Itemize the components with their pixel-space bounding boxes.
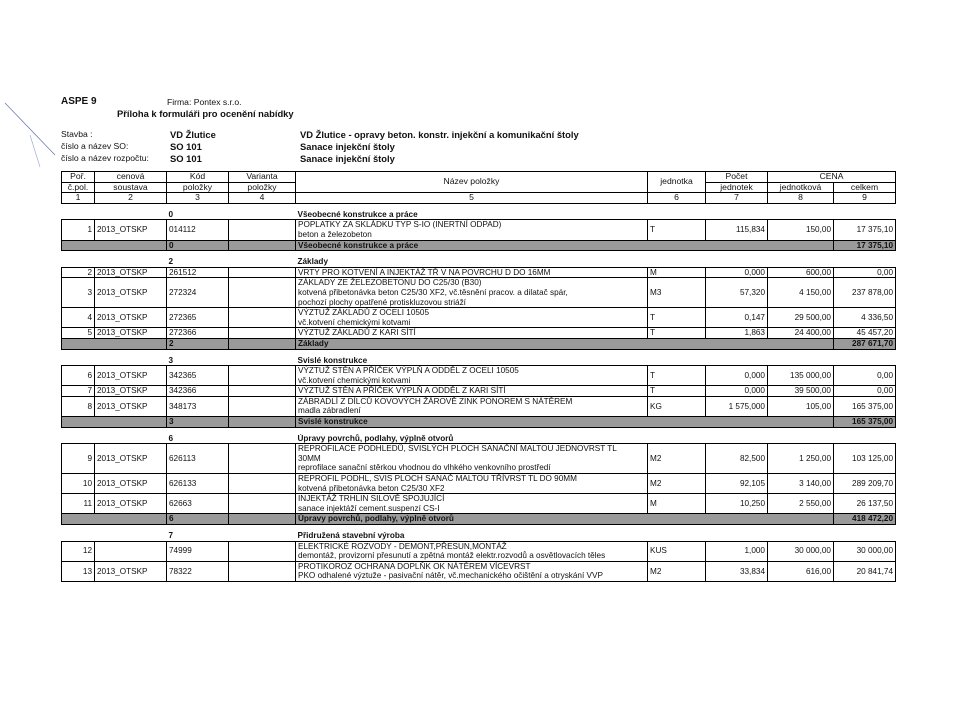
col-por-1: Poř. (62, 172, 95, 183)
firm-name: Firma: Pontex s.r.o. (167, 97, 242, 107)
table-row (62, 444, 896, 474)
col-number: 5 (296, 193, 648, 204)
item-description (296, 366, 648, 386)
item-unit-price: 39 500,00 (768, 386, 834, 397)
item-unit-price: 3 140,00 (768, 474, 834, 494)
section-sum-row (62, 417, 896, 428)
item-description-line: REPROFILACE PODHLEDŮ, SVISLÝCH PLOCH SANAČNÍ MALTOU JEDNOVRST TL (298, 444, 617, 454)
item-total: 165 375,00 (834, 396, 896, 416)
empty-cell (62, 417, 167, 428)
item-unit: T (648, 328, 706, 339)
section-title: Všeobecné konstrukce a práce (297, 209, 418, 219)
item-description-line: REPROFIL PODHL, SVIS PLOCH SANAČ MALTOU TŘÍVRST TL DO 90MM (298, 474, 577, 484)
item-description-line: vč.kotvení chemickými kotvami (298, 317, 411, 327)
item-description-line: ELEKTRICKÉ ROZVODY - DEMONT,PŘESUN,MONTÁŽ (298, 541, 507, 551)
code-rozpocet: SO 101 (170, 153, 202, 164)
table-row (62, 474, 896, 494)
item-quantity: 57,320 (706, 278, 768, 308)
item-quantity: 0,000 (706, 366, 768, 386)
item-description-line: sanace injektáží cement.suspenzí CS-I (298, 503, 440, 513)
page-subtitle: Příloha k formuláři pro ocenění nabídky (117, 108, 294, 119)
item-number: 8 (62, 396, 95, 416)
item-description-line: pochozí plochy opatřené protiskluzovou striáží (298, 297, 466, 307)
item-description (296, 494, 648, 514)
section-sum-row (62, 338, 896, 349)
item-number: 6 (62, 366, 95, 386)
scan-artifact-line (0, 95, 70, 175)
empty-cell (229, 210, 296, 220)
item-description-line: ZÁKLADY ZE ŽELEZOBETONU DO C25/30 (B30) (298, 278, 482, 288)
item-description (296, 308, 648, 328)
item-unit-price: 105,00 (768, 396, 834, 416)
section-code: 2 (168, 257, 174, 267)
empty-cell (62, 356, 167, 366)
item-unit: M2 (648, 444, 706, 474)
item-unit: T (648, 386, 706, 397)
section-sum-row (62, 240, 896, 251)
item-number: 9 (62, 444, 95, 474)
item-description-line: kotvená přibetonávka beton C25/30 XF2, vč.těsnění pracov. a dilatač spár, (298, 287, 568, 297)
item-variant (229, 541, 296, 561)
item-variant (229, 308, 296, 328)
table-row (62, 328, 896, 339)
item-unit-price: 2 550,00 (768, 494, 834, 514)
item-number: 10 (62, 474, 95, 494)
item-description-line: VRTY PRO KOTVENÍ A INJEKTÁŽ TŘ V NA POVRCHU D DO 16MM (298, 267, 551, 277)
section-title: Svislé konstrukce (297, 355, 368, 365)
item-variant (229, 396, 296, 416)
table-row (62, 308, 896, 328)
item-total: 0,00 (834, 267, 896, 278)
name-rozpocet: Sanace injekční štoly (300, 153, 395, 164)
item-quantity: 0,000 (706, 267, 768, 278)
item-description-line: 30MM (298, 453, 321, 463)
empty-cell (62, 257, 167, 267)
section-sum-code: 6 (167, 514, 229, 525)
col-nazev: Název položky (296, 172, 648, 193)
item-description (296, 396, 648, 416)
item-price-system: 2013_OTSKP (95, 561, 167, 581)
item-quantity: 1 575,000 (706, 396, 768, 416)
item-number: 13 (62, 561, 95, 581)
section-code: 7 (168, 531, 174, 540)
item-description (296, 474, 648, 494)
item-quantity: 0,000 (706, 386, 768, 397)
budget-table (61, 171, 896, 582)
col-cenova-1: cenová (95, 172, 167, 183)
table-row (62, 494, 896, 514)
item-unit-price: 600,00 (768, 267, 834, 278)
empty-cell (62, 434, 167, 444)
item-unit-price: 616,00 (768, 561, 834, 581)
item-price-system: 2013_OTSKP (95, 444, 167, 474)
table-row (62, 396, 896, 416)
section-sum-title: Základy (296, 338, 834, 349)
item-variant (229, 494, 296, 514)
col-number: 7 (706, 193, 768, 204)
item-quantity: 1,863 (706, 328, 768, 339)
section-sum-title: Úpravy povrchů, podlahy, výplně otvorů (296, 514, 834, 525)
item-number: 12 (62, 541, 95, 561)
item-variant (229, 561, 296, 581)
section-code: 3 (168, 355, 174, 365)
item-quantity: 92,105 (706, 474, 768, 494)
col-number: 1 (62, 193, 95, 204)
item-description (296, 541, 648, 561)
item-description-line: beton a železobeton (298, 229, 372, 239)
item-price-system: 2013_OTSKP (95, 328, 167, 339)
item-number: 7 (62, 386, 95, 397)
col-varianta-2: položky (229, 182, 296, 193)
item-quantity: 10,250 (706, 494, 768, 514)
item-code: 62663 (167, 494, 229, 514)
item-price-system: 2013_OTSKP (95, 308, 167, 328)
item-code: 348173 (167, 396, 229, 416)
item-price-system: 2013_OTSKP (95, 220, 167, 240)
col-number: 6 (648, 193, 706, 204)
label-stavba: Stavba : (61, 129, 93, 139)
item-quantity: 1,000 (706, 541, 768, 561)
item-unit: T (648, 366, 706, 386)
item-unit-price: 150,00 (768, 220, 834, 240)
item-description-line: madla zábradlení (298, 406, 361, 416)
section-sum-title: Svislé konstrukce (296, 417, 834, 428)
col-number: 9 (834, 193, 896, 204)
section-header-row (62, 531, 896, 541)
item-unit-price: 29 500,00 (768, 308, 834, 328)
item-number: 1 (62, 220, 95, 240)
item-price-system: 2013_OTSKP (95, 474, 167, 494)
item-unit-price: 135 000,00 (768, 366, 834, 386)
column-number-row (62, 193, 896, 204)
col-cena: CENA (768, 172, 896, 183)
item-total: 45 457,20 (834, 328, 896, 339)
col-cenova-2: soustava (95, 182, 167, 193)
empty-cell (229, 531, 296, 541)
table-row (62, 561, 896, 581)
item-code: 74999 (167, 541, 229, 561)
section-title: Přidružená stavební výroba (297, 531, 405, 540)
app-title: ASPE 9 (61, 96, 97, 107)
section-title: Úpravy povrchů, podlahy, výplně otvorů (297, 433, 454, 443)
item-unit: M2 (648, 561, 706, 581)
item-description-line: PROTIKOROZ OCHRANA DOPLŇK OK NÁTĚREM VÍCEVRST (298, 561, 531, 571)
item-description (296, 278, 648, 308)
item-code: 626133 (167, 474, 229, 494)
item-total: 4 336,50 (834, 308, 896, 328)
col-pocet-1: Počet (706, 172, 768, 183)
item-description-line: vč.kotvení chemickými kotvami (298, 375, 411, 385)
item-description-line: VÝZTUŽ ZÁKLADŮ Z OCELI 10505 (298, 308, 430, 318)
col-varianta-1: Varianta (229, 172, 296, 183)
item-price-system: 2013_OTSKP (95, 386, 167, 397)
section-sum-code: 2 (167, 338, 229, 349)
item-code: 272324 (167, 278, 229, 308)
table-body (62, 203, 896, 581)
item-unit: M3 (648, 278, 706, 308)
item-description (296, 444, 648, 474)
empty-cell (229, 434, 296, 444)
item-code: 272365 (167, 308, 229, 328)
empty-cell (229, 356, 296, 366)
section-sum-total: 287 671,70 (834, 338, 896, 349)
col-number: 8 (768, 193, 834, 204)
item-price-system: 2013_OTSKP (95, 396, 167, 416)
col-jednotkova: jednotková (768, 182, 834, 193)
item-variant (229, 328, 296, 339)
section-sum-code: 0 (167, 240, 229, 251)
item-variant (229, 278, 296, 308)
header-row-1 (62, 172, 896, 183)
section-header-row (62, 434, 896, 444)
item-quantity: 115,834 (706, 220, 768, 240)
table-row (62, 278, 896, 308)
table-row (62, 366, 896, 386)
item-unit: T (648, 308, 706, 328)
item-description-line: ZÁBRADLÍ Z DÍLCŮ KOVOVÝCH ŽÁROVĚ ZINK PONOREM S NÁTĚREM (298, 396, 573, 406)
item-code: 014112 (167, 220, 229, 240)
item-total: 0,00 (834, 366, 896, 386)
item-unit: T (648, 220, 706, 240)
section-sum-title: Všeobecné konstrukce a práce (296, 240, 834, 251)
col-number: 2 (95, 193, 167, 204)
empty-cell (62, 240, 167, 251)
section-sum-code: 3 (167, 417, 229, 428)
item-number: 3 (62, 278, 95, 308)
empty-cell (62, 531, 167, 541)
item-description-line: POPLATKY ZA SKLÁDKU TYP S-IO (INERTNÍ ODPAD) (298, 220, 502, 230)
col-kod-2: položky (167, 182, 229, 193)
item-price-system: 2013_OTSKP (95, 494, 167, 514)
item-total: 103 125,00 (834, 444, 896, 474)
item-description (296, 328, 648, 339)
item-code: 342365 (167, 366, 229, 386)
item-unit-price: 1 250,00 (768, 444, 834, 474)
col-pocet-2: jednotek (706, 182, 768, 193)
item-description (296, 267, 648, 278)
item-unit-price: 30 000,00 (768, 541, 834, 561)
item-price-system: 2013_OTSKP (95, 267, 167, 278)
section-sum-row (62, 514, 896, 525)
item-total: 26 137,50 (834, 494, 896, 514)
section-sum-total: 418 472,20 (834, 514, 896, 525)
col-jednotka: jednotka (648, 172, 706, 193)
item-unit: M (648, 267, 706, 278)
item-variant (229, 474, 296, 494)
name-stavba: VD Žlutice - opravy beton. konstr. injekční a komunikační štoly (300, 129, 579, 140)
item-price-system (95, 541, 167, 561)
table-row (62, 541, 896, 561)
empty-cell (229, 417, 296, 428)
item-number: 5 (62, 328, 95, 339)
item-unit: M (648, 494, 706, 514)
section-sum-total: 17 375,10 (834, 240, 896, 251)
empty-cell (229, 338, 296, 349)
item-total: 20 841,74 (834, 561, 896, 581)
label-rozpocet: číslo a název rozpočtu: (61, 153, 149, 163)
table-row (62, 386, 896, 397)
item-price-system: 2013_OTSKP (95, 366, 167, 386)
item-unit: M2 (648, 474, 706, 494)
item-variant (229, 267, 296, 278)
item-code: 78322 (167, 561, 229, 581)
item-description-line: VÝZTUŽ ZÁKLADŮ Z KARI SÍTÍ (298, 328, 416, 338)
empty-cell (62, 210, 167, 220)
col-number: 3 (167, 193, 229, 204)
col-number: 4 (229, 193, 296, 204)
item-description-line: VÝZTUŽ STĚN A PŘÍČEK VÝPLŇ A ODDĚL Z KARI SÍTÍ (298, 386, 506, 396)
item-quantity: 33,834 (706, 561, 768, 581)
item-number: 2 (62, 267, 95, 278)
section-title: Základy (297, 257, 328, 267)
code-stavba: VD Žlutice (170, 129, 216, 140)
item-unit-price: 24 400,00 (768, 328, 834, 339)
item-total: 0,00 (834, 386, 896, 397)
item-code: 272366 (167, 328, 229, 339)
empty-cell (62, 338, 167, 349)
item-code: 342366 (167, 386, 229, 397)
code-so: SO 101 (170, 141, 202, 152)
item-variant (229, 220, 296, 240)
empty-cell (62, 514, 167, 525)
col-por-2: č.pol. (62, 182, 95, 193)
item-description-line: PKO odhalené výztuže - pasivační nátěr, vč.mechanického očištění a otryskání VVP (298, 571, 603, 581)
table-row (62, 267, 896, 278)
section-code: 0 (168, 209, 174, 219)
item-description-line: reprofilace sanační stěrkou vhodnou do vlhkého venkovního prostředí (298, 463, 551, 473)
name-so: Sanace injekční štoly (300, 141, 395, 152)
item-total: 17 375,10 (834, 220, 896, 240)
section-sum-total: 165 375,00 (834, 417, 896, 428)
col-kod-1: Kód (167, 172, 229, 183)
item-total: 30 000,00 (834, 541, 896, 561)
item-variant (229, 444, 296, 474)
col-celkem: celkem (834, 182, 896, 193)
item-code: 261512 (167, 267, 229, 278)
item-description (296, 220, 648, 240)
item-quantity: 82,500 (706, 444, 768, 474)
table-row (62, 220, 896, 240)
item-description-line: VÝZTUŽ STĚN A PŘÍČEK VÝPLŇ A ODDĚL Z OCELI 10505 (298, 366, 519, 376)
empty-cell (229, 514, 296, 525)
item-unit-price: 4 150,00 (768, 278, 834, 308)
item-description-line: kotvená přibetonávka beton C25/30 XF2 (298, 483, 445, 493)
item-unit: KG (648, 396, 706, 416)
item-description (296, 386, 648, 397)
item-variant (229, 386, 296, 397)
item-quantity: 0,147 (706, 308, 768, 328)
item-number: 4 (62, 308, 95, 328)
item-description-line: INJEKTÁŽ TRHLIN SILOVĚ SPOJUJÍCÍ (298, 494, 445, 504)
item-unit: KUS (648, 541, 706, 561)
item-total: 289 209,70 (834, 474, 896, 494)
label-so: číslo a název SO: (61, 141, 129, 151)
empty-cell (229, 257, 296, 267)
empty-cell (229, 240, 296, 251)
section-code: 6 (168, 433, 174, 443)
item-number: 11 (62, 494, 95, 514)
section-header-row (62, 356, 896, 366)
item-code: 626113 (167, 444, 229, 474)
item-total: 237 878,00 (834, 278, 896, 308)
item-variant (229, 366, 296, 386)
item-price-system: 2013_OTSKP (95, 278, 167, 308)
item-description-line: demontáž, provizorní přesunutí a zpětná montáž elektr.rozvodů a osvětlovacích těles (298, 551, 606, 561)
item-description (296, 561, 648, 581)
section-header-row (62, 257, 896, 267)
section-header-row (62, 210, 896, 220)
